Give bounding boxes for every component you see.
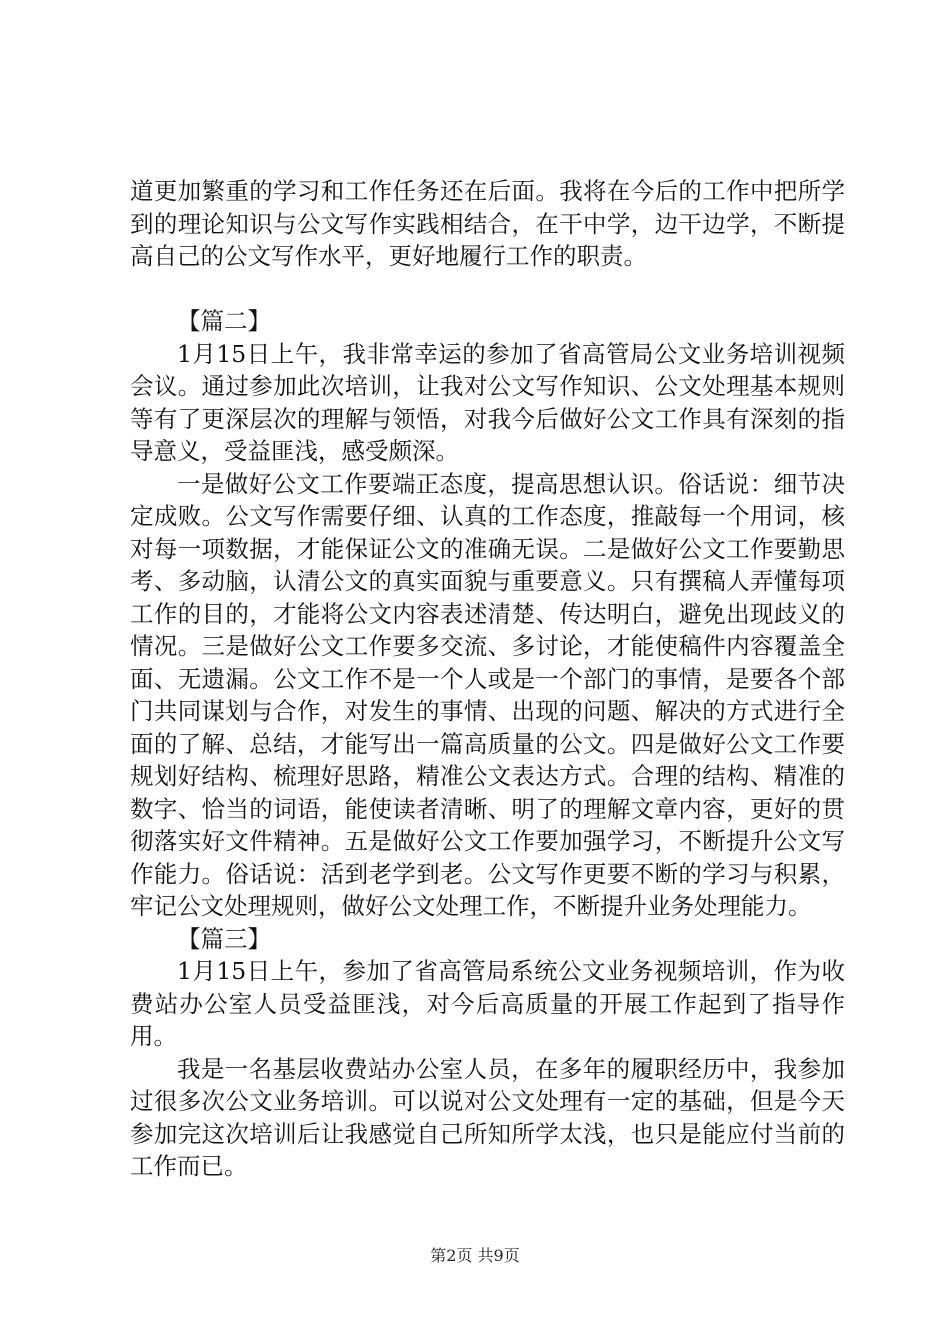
paragraph: 1月15日上午，我非常幸运的参加了省高管局公文业务培训视频会议。通过参加此次培训，让我对公文写作知识、公文处理基本规则等有了更深层次的理解与领悟，对我今后做好公文工作具有深刻的指导意义，受益匪浅，感受颇深。 [130,339,845,465]
paragraph: 一是做好公文工作要端正态度，提高思想认识。俗话说：细节决定成败。公文写作需要仔细、认真的工作态度，推敲每一个用词，核对每一项数据，才能保证公文的准确无误。二是做好公文工作要勤思考、多动脑，认清公文的真实面貌与重要意义。只有撰稿人弄懂每项工作的目的，才能将公文内容表述清楚、传达明白，避免出现歧义的情况。三是做好公文工作要多交流、多讨论，才能使稿件内容覆盖全面、无遗漏。公文工作不是一个人或是一个部门的事情，是要各个部门共同谋划与合作，对发生的事情、出现的问题、解决的方式进行全面的了解、总结，才能写出一篇高质量的公文。四是做好公文工作要规划好结构、梳理好思路，精准公文表达方式。合理的结构、精准的数字、恰当的词语，能使读者清晰、明了的理解文章内容，更好的贯彻落实好文件精神。五是做好公文工作要加强学习，不断提升公文写作能力。俗话说：活到老学到老。公文写作更要不断的学习与积累，牢记公文处理规则，做好公文处理工作，不断提升业务处理能力。 [130,469,845,920]
page-footer [0,1243,950,1266]
document-body [130,175,845,1183]
paragraph: 1月15日上午，参加了省高管局系统公文业务视频培训，作为收费站办公室人员受益匪浅，对今后高质量的开展工作起到了指导作用。 [130,957,845,1050]
paragraph-gap [130,273,845,306]
paragraph: 我是一名基层收费站办公室人员，在多年的履职经历中，我参加过很多次公文业务培训。可以说对公文处理有一定的基础，但是今天参加完这次培训后让我感觉自己所知所学太浅，也只是能应付当前的工作而已。 [130,1054,845,1180]
section-heading-3: 【篇三】 [177,924,271,953]
section-heading-2: 【篇二】 [177,307,271,335]
paragraph-continuation: 道更加繁重的学习和工作任务还在后面。我将在今后的工作中把所学到的理论知识与公文写作实践相结合，在干中学，边干边学，不断提高自己的公文写作水平，更好地履行工作的职责。 [130,177,845,270]
page-number: 第2页 共9页 [430,1246,520,1265]
